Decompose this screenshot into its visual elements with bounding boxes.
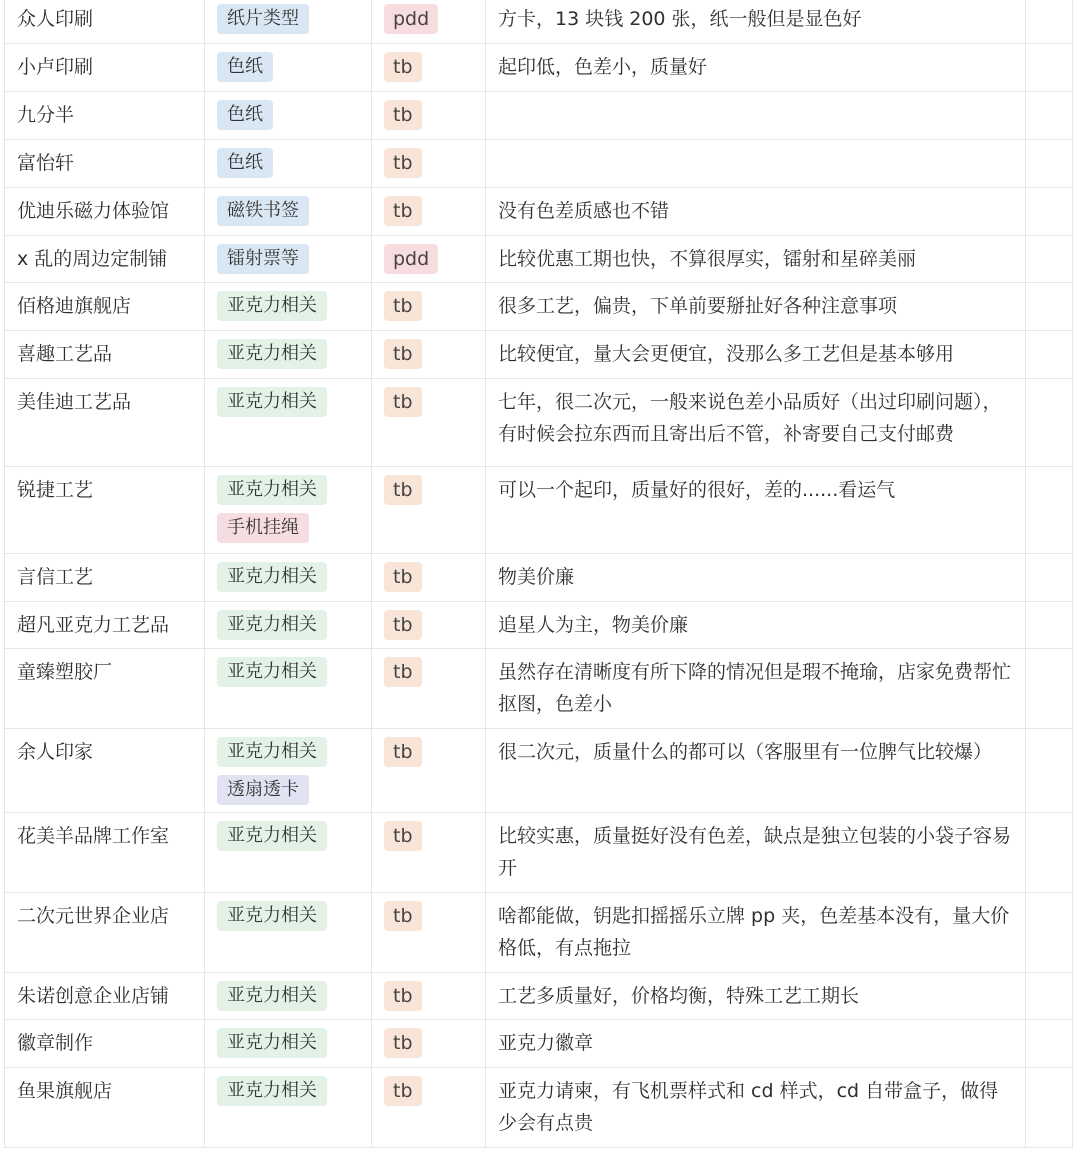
empty-cell bbox=[1026, 140, 1073, 187]
platform-tag: tb bbox=[384, 339, 422, 369]
table-row bbox=[5, 0, 1073, 44]
category-cell bbox=[205, 331, 372, 378]
platform-tag: tb bbox=[384, 196, 422, 226]
table-row bbox=[5, 467, 1073, 554]
category-cell bbox=[205, 0, 372, 43]
category-tag: 亚克力相关 bbox=[217, 1076, 327, 1106]
platform-cell bbox=[372, 813, 486, 892]
table-row bbox=[5, 893, 1073, 973]
platform-tag: tb bbox=[384, 1028, 422, 1058]
platform-cell bbox=[372, 379, 486, 466]
category-tag: 亚克力相关 bbox=[217, 657, 327, 687]
platform-cell bbox=[372, 649, 486, 728]
shop-name-cell: 锐捷工艺 bbox=[5, 467, 205, 553]
shop-name-cell: 言信工艺 bbox=[5, 554, 205, 601]
shop-name-cell: 余人印家 bbox=[5, 729, 205, 812]
platform-tag: tb bbox=[384, 657, 422, 687]
empty-cell bbox=[1026, 467, 1073, 553]
shop-name-cell: x 乱的周边定制铺 bbox=[5, 236, 205, 282]
category-cell bbox=[205, 554, 372, 601]
empty-cell bbox=[1026, 893, 1073, 972]
platform-tag: tb bbox=[384, 387, 422, 417]
table-row bbox=[5, 554, 1073, 602]
note-cell: 比较实惠，质量挺好没有色差，缺点是独立包装的小袋子容易开 bbox=[486, 813, 1026, 892]
platform-tag: tb bbox=[384, 901, 422, 931]
category-tag: 透扇透卡 bbox=[217, 775, 309, 805]
table-row bbox=[5, 1068, 1073, 1148]
empty-cell bbox=[1026, 379, 1073, 466]
category-tag: 亚克力相关 bbox=[217, 737, 327, 767]
platform-cell bbox=[372, 283, 486, 330]
category-tag: 磁铁书签 bbox=[217, 196, 309, 226]
platform-tag: tb bbox=[384, 610, 422, 640]
empty-cell bbox=[1026, 236, 1073, 282]
table-row bbox=[5, 1020, 1073, 1068]
note-cell: 方卡，13 块钱 200 张，纸一般但是显色好 bbox=[486, 0, 1026, 43]
platform-cell bbox=[372, 331, 486, 378]
shop-name-cell: 花美羊品牌工作室 bbox=[5, 813, 205, 892]
shop-name-cell: 美佳迪工艺品 bbox=[5, 379, 205, 466]
category-tag: 亚克力相关 bbox=[217, 1028, 327, 1058]
shop-name-cell: 童臻塑胶厂 bbox=[5, 649, 205, 728]
shop-name-cell: 徽章制作 bbox=[5, 1020, 205, 1067]
category-tag: 亚克力相关 bbox=[217, 475, 327, 505]
platform-tag: tb bbox=[384, 475, 422, 505]
empty-cell bbox=[1026, 1068, 1073, 1147]
category-tag: 色纸 bbox=[217, 148, 273, 178]
shop-name-cell: 鱼果旗舰店 bbox=[5, 1068, 205, 1147]
shop-name-cell: 喜趣工艺品 bbox=[5, 331, 205, 378]
platform-tag: tb bbox=[384, 291, 422, 321]
empty-cell bbox=[1026, 554, 1073, 601]
platform-cell bbox=[372, 44, 486, 91]
empty-cell bbox=[1026, 331, 1073, 378]
platform-tag: pdd bbox=[384, 244, 438, 274]
category-tag: 亚克力相关 bbox=[217, 562, 327, 592]
category-cell bbox=[205, 649, 372, 728]
table-row bbox=[5, 188, 1073, 236]
table-row bbox=[5, 973, 1073, 1020]
note-cell: 物美价廉 bbox=[486, 554, 1026, 601]
empty-cell bbox=[1026, 44, 1073, 91]
shop-name-cell: 朱诺创意企业店铺 bbox=[5, 973, 205, 1019]
shop-name-cell: 九分半 bbox=[5, 92, 205, 139]
platform-cell bbox=[372, 973, 486, 1019]
platform-cell bbox=[372, 188, 486, 235]
note-cell: 啥都能做，钥匙扣摇摇乐立牌 pp 夹，色差基本没有，量大价格低，有点拖拉 bbox=[486, 893, 1026, 972]
empty-cell bbox=[1026, 1020, 1073, 1067]
category-tag: 亚克力相关 bbox=[217, 291, 327, 321]
platform-cell bbox=[372, 602, 486, 648]
shop-table bbox=[4, 0, 1073, 1148]
category-cell bbox=[205, 893, 372, 972]
note-cell: 亚克力徽章 bbox=[486, 1020, 1026, 1067]
category-tag: 色纸 bbox=[217, 52, 273, 82]
shop-name-cell: 众人印刷 bbox=[5, 0, 205, 43]
platform-tag: tb bbox=[384, 100, 422, 130]
platform-tag: tb bbox=[384, 737, 422, 767]
category-cell bbox=[205, 188, 372, 235]
platform-tag: tb bbox=[384, 52, 422, 82]
shop-name-cell: 二次元世界企业店 bbox=[5, 893, 205, 972]
category-tag: 亚克力相关 bbox=[217, 339, 327, 369]
note-cell bbox=[486, 92, 1026, 139]
platform-cell bbox=[372, 729, 486, 812]
note-cell: 亚克力请柬，有飞机票样式和 cd 样式，cd 自带盒子，做得少会有点贵 bbox=[486, 1068, 1026, 1147]
empty-cell bbox=[1026, 92, 1073, 139]
note-cell: 追星人为主，物美价廉 bbox=[486, 602, 1026, 648]
platform-cell bbox=[372, 92, 486, 139]
category-cell bbox=[205, 283, 372, 330]
platform-cell bbox=[372, 140, 486, 187]
table-row bbox=[5, 649, 1073, 729]
category-tag: 手机挂绳 bbox=[217, 513, 309, 543]
platform-cell bbox=[372, 893, 486, 972]
shop-name-cell: 优迪乐磁力体验馆 bbox=[5, 188, 205, 235]
table-row bbox=[5, 44, 1073, 92]
empty-cell bbox=[1026, 283, 1073, 330]
shop-name-cell: 富怡轩 bbox=[5, 140, 205, 187]
empty-cell bbox=[1026, 973, 1073, 1019]
note-cell: 没有色差质感也不错 bbox=[486, 188, 1026, 235]
category-tag: 色纸 bbox=[217, 100, 273, 130]
category-tag: 亚克力相关 bbox=[217, 981, 327, 1011]
category-cell bbox=[205, 140, 372, 187]
category-cell bbox=[205, 729, 372, 812]
category-cell bbox=[205, 236, 372, 282]
category-tag: 亚克力相关 bbox=[217, 387, 327, 417]
table-row bbox=[5, 602, 1073, 649]
category-tag: 亚克力相关 bbox=[217, 610, 327, 640]
category-cell bbox=[205, 92, 372, 139]
category-cell bbox=[205, 1068, 372, 1147]
category-cell bbox=[205, 44, 372, 91]
note-cell: 虽然存在清晰度有所下降的情况但是瑕不掩瑜，店家免费帮忙抠图，色差小 bbox=[486, 649, 1026, 728]
table-row bbox=[5, 236, 1073, 283]
note-cell: 七年，很二次元，一般来说色差小品质好（出过印刷问题），有时候会拉东西而且寄出后不管，补寄要自己支付邮费 bbox=[486, 379, 1026, 466]
note-cell: 可以一个起印，质量好的很好，差的......看运气 bbox=[486, 467, 1026, 553]
note-cell: 比较优惠工期也快，不算很厚实，镭射和星碎美丽 bbox=[486, 236, 1026, 282]
empty-cell bbox=[1026, 602, 1073, 648]
shop-name-cell: 超凡亚克力工艺品 bbox=[5, 602, 205, 648]
category-cell bbox=[205, 379, 372, 466]
platform-cell bbox=[372, 236, 486, 282]
table-row bbox=[5, 140, 1073, 188]
note-cell: 比较便宜，量大会更便宜，没那么多工艺但是基本够用 bbox=[486, 331, 1026, 378]
note-cell bbox=[486, 140, 1026, 187]
platform-tag: tb bbox=[384, 981, 422, 1011]
platform-tag: tb bbox=[384, 1076, 422, 1106]
category-tag: 纸片类型 bbox=[217, 4, 309, 34]
table-row bbox=[5, 729, 1073, 813]
platform-cell bbox=[372, 1020, 486, 1067]
category-tag: 镭射票等 bbox=[217, 244, 309, 274]
table-row bbox=[5, 379, 1073, 467]
category-cell bbox=[205, 813, 372, 892]
empty-cell bbox=[1026, 813, 1073, 892]
table-row bbox=[5, 92, 1073, 140]
platform-cell bbox=[372, 467, 486, 553]
category-cell bbox=[205, 973, 372, 1019]
platform-cell bbox=[372, 554, 486, 601]
category-cell bbox=[205, 1020, 372, 1067]
note-cell: 很多工艺，偏贵，下单前要掰扯好各种注意事项 bbox=[486, 283, 1026, 330]
empty-cell bbox=[1026, 188, 1073, 235]
empty-cell bbox=[1026, 649, 1073, 728]
note-cell: 起印低，色差小，质量好 bbox=[486, 44, 1026, 91]
category-cell bbox=[205, 602, 372, 648]
table-row bbox=[5, 813, 1073, 893]
platform-tag: tb bbox=[384, 148, 422, 178]
category-cell bbox=[205, 467, 372, 553]
empty-cell bbox=[1026, 0, 1073, 43]
note-cell: 很二次元，质量什么的都可以（客服里有一位脾气比较爆） bbox=[486, 729, 1026, 812]
table-row bbox=[5, 283, 1073, 331]
platform-tag: tb bbox=[384, 821, 422, 851]
shop-name-cell: 小卢印刷 bbox=[5, 44, 205, 91]
table-row bbox=[5, 331, 1073, 379]
platform-tag: pdd bbox=[384, 4, 438, 34]
category-tag: 亚克力相关 bbox=[217, 901, 327, 931]
note-cell: 工艺多质量好，价格均衡，特殊工艺工期长 bbox=[486, 973, 1026, 1019]
empty-cell bbox=[1026, 729, 1073, 812]
shop-name-cell: 佰格迪旗舰店 bbox=[5, 283, 205, 330]
platform-cell bbox=[372, 1068, 486, 1147]
platform-cell bbox=[372, 0, 486, 43]
category-tag: 亚克力相关 bbox=[217, 821, 327, 851]
platform-tag: tb bbox=[384, 562, 422, 592]
